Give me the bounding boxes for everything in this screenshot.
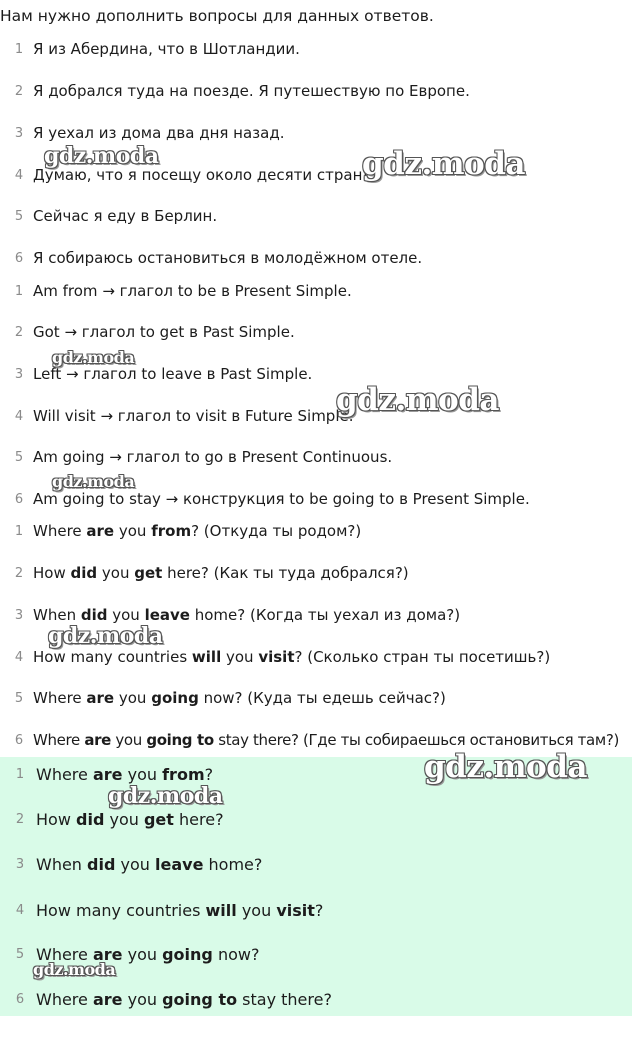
text-segment: stay there? (Где ты собираешься остановиться там?)	[213, 731, 619, 749]
text-segment: Where	[36, 990, 93, 1009]
item-text: Я уехал из дома два дня назад.	[33, 124, 285, 142]
bold-segment: leave	[144, 606, 190, 624]
watermark: gdz.moda	[362, 146, 525, 182]
watermark: gdz.moda	[424, 749, 587, 785]
item-number: 6	[14, 492, 24, 507]
item-text: Left → глагол to leave в Past Simple.	[33, 365, 313, 383]
grammar-item	[0, 490, 632, 514]
text-segment: you	[115, 855, 155, 874]
bold-segment: get	[134, 564, 163, 582]
item-number: 2	[14, 566, 24, 581]
answer-item	[0, 40, 632, 64]
text-segment: When	[36, 855, 88, 874]
question-item	[0, 522, 632, 546]
text-segment: you	[104, 810, 144, 829]
text-segment: stay there?	[237, 990, 332, 1009]
item-number: 5	[14, 691, 24, 706]
item-text	[33, 689, 446, 707]
bold-segment: going to	[146, 731, 214, 749]
final-item	[0, 901, 632, 925]
item-text	[36, 990, 332, 1009]
item-text: Я добрался туда на поезде. Я путешествую по Европе.	[33, 82, 470, 100]
grammar-item	[0, 448, 632, 472]
item-number: 6	[14, 733, 24, 748]
item-number: 1	[14, 524, 24, 539]
text-segment: you	[122, 945, 163, 964]
item-text: Am from → глагол to be в Present Simple.	[33, 282, 352, 300]
item-text	[33, 606, 460, 624]
answer-item	[0, 249, 632, 273]
item-number: 2	[14, 84, 24, 99]
item-number: 3	[14, 367, 24, 382]
grammar-item	[0, 365, 632, 389]
text-segment: you	[114, 689, 152, 707]
item-text	[33, 648, 550, 666]
text-segment: Where	[33, 689, 87, 707]
item-text	[36, 901, 323, 920]
bold-segment: visit	[276, 901, 315, 920]
item-text	[36, 855, 262, 874]
item-text: Я собираюсь остановиться в молодёжном отеле.	[33, 249, 423, 267]
item-text: Am going → глагол to go в Present Continuous.	[33, 448, 393, 466]
text-segment: you	[114, 522, 152, 540]
item-number: 1	[15, 767, 25, 782]
item-number: 1	[14, 42, 24, 57]
item-number: 2	[14, 325, 24, 340]
item-text: Я из Абердина, что в Шотландии.	[33, 40, 300, 58]
bold-segment: did	[80, 606, 108, 624]
bold-segment: leave	[155, 855, 204, 874]
bold-segment: are	[84, 731, 111, 749]
item-number: 5	[15, 947, 25, 962]
text-segment: now? (Куда ты едешь сейчас?)	[198, 689, 446, 707]
text-segment: you	[221, 648, 259, 666]
question-item	[0, 564, 632, 588]
item-text: Got → глагол to get в Past Simple.	[33, 323, 295, 341]
item-text: Am going to stay → конструкция to be going to в Present Simple.	[33, 490, 530, 508]
watermark: gdz.moda	[52, 348, 135, 367]
question-item	[0, 648, 632, 672]
answer-item	[0, 82, 632, 106]
text-segment: Where	[36, 945, 93, 964]
bold-segment: did	[76, 810, 105, 829]
item-number: 2	[15, 812, 25, 827]
bold-segment: from	[151, 522, 192, 540]
item-number: 3	[14, 126, 24, 141]
bold-segment: are	[86, 522, 115, 540]
text-segment: you	[122, 765, 163, 784]
watermark: gdz.moda	[336, 382, 499, 418]
item-number: 3	[14, 608, 24, 623]
item-text	[36, 810, 224, 829]
grammar-item	[0, 323, 632, 347]
bold-segment: did	[87, 855, 116, 874]
text-segment: you	[97, 564, 135, 582]
item-number: 3	[15, 857, 25, 872]
item-text	[33, 564, 409, 582]
watermark: gdz.moda	[48, 623, 163, 649]
bold-segment: from	[162, 765, 205, 784]
item-number: 4	[15, 903, 25, 918]
grammar-item	[0, 407, 632, 431]
item-text	[33, 731, 619, 749]
watermark: gdz.moda	[44, 143, 159, 169]
bold-segment: visit	[258, 648, 295, 666]
final-item	[0, 855, 632, 879]
item-number: 4	[14, 650, 24, 665]
bold-segment: going to	[162, 990, 238, 1009]
bold-segment: are	[92, 990, 123, 1009]
text-segment: here?	[173, 810, 224, 829]
text-segment: Where	[33, 731, 85, 749]
item-text	[33, 522, 361, 540]
bold-segment: are	[92, 765, 123, 784]
intro-text: Нам нужно дополнить вопросы для данных ответов.	[0, 7, 434, 25]
bold-segment: did	[70, 564, 98, 582]
item-text: Will visit → глагол to visit в Future Simple.	[33, 407, 354, 425]
watermark: gdz.moda	[33, 960, 116, 979]
bold-segment: get	[143, 810, 174, 829]
text-segment: ?	[314, 901, 324, 920]
bold-segment: will	[205, 901, 237, 920]
item-number: 4	[14, 168, 24, 183]
final-item	[0, 810, 632, 834]
question-item	[0, 689, 632, 713]
text-segment: here? (Как ты туда добрался?)	[162, 564, 409, 582]
text-segment: you	[107, 606, 145, 624]
item-number: 6	[15, 992, 25, 1007]
text-segment: Where	[33, 522, 87, 540]
text-segment: now?	[212, 945, 260, 964]
text-segment: How many countries	[36, 901, 206, 920]
grammar-item	[0, 282, 632, 306]
item-number: 1	[14, 284, 24, 299]
text-segment: you	[236, 901, 277, 920]
answer-item	[0, 166, 632, 190]
text-segment: When	[33, 606, 81, 624]
bold-segment: are	[86, 689, 115, 707]
text-segment: How many countries	[33, 648, 192, 666]
bold-segment: going	[151, 689, 199, 707]
text-segment: How	[36, 810, 76, 829]
text-segment: ? (Откуда ты родом?)	[191, 522, 362, 540]
bold-segment: will	[191, 648, 222, 666]
item-text: Думаю, что я посещу около десяти стран!	[33, 166, 369, 184]
text-segment: you	[110, 731, 147, 749]
text-segment: ?	[204, 765, 214, 784]
text-segment: you	[122, 990, 163, 1009]
item-number: 4	[14, 409, 24, 424]
watermark: gdz.moda	[108, 783, 223, 809]
answer-item	[0, 207, 632, 231]
item-number: 6	[14, 251, 24, 266]
text-segment: How	[33, 564, 71, 582]
text-segment: Where	[36, 765, 93, 784]
text-segment: home?	[203, 855, 263, 874]
item-number: 5	[14, 209, 24, 224]
bold-segment: going	[162, 945, 213, 964]
item-text: Сейчас я еду в Берлин.	[33, 207, 218, 225]
item-text	[36, 765, 213, 784]
text-segment: ? (Сколько стран ты посетишь?)	[294, 648, 551, 666]
bold-segment: are	[92, 945, 123, 964]
text-segment: home? (Когда ты уехал из дома?)	[189, 606, 461, 624]
final-item	[0, 990, 632, 1014]
watermark: gdz.moda	[52, 472, 135, 491]
item-number: 5	[14, 450, 24, 465]
